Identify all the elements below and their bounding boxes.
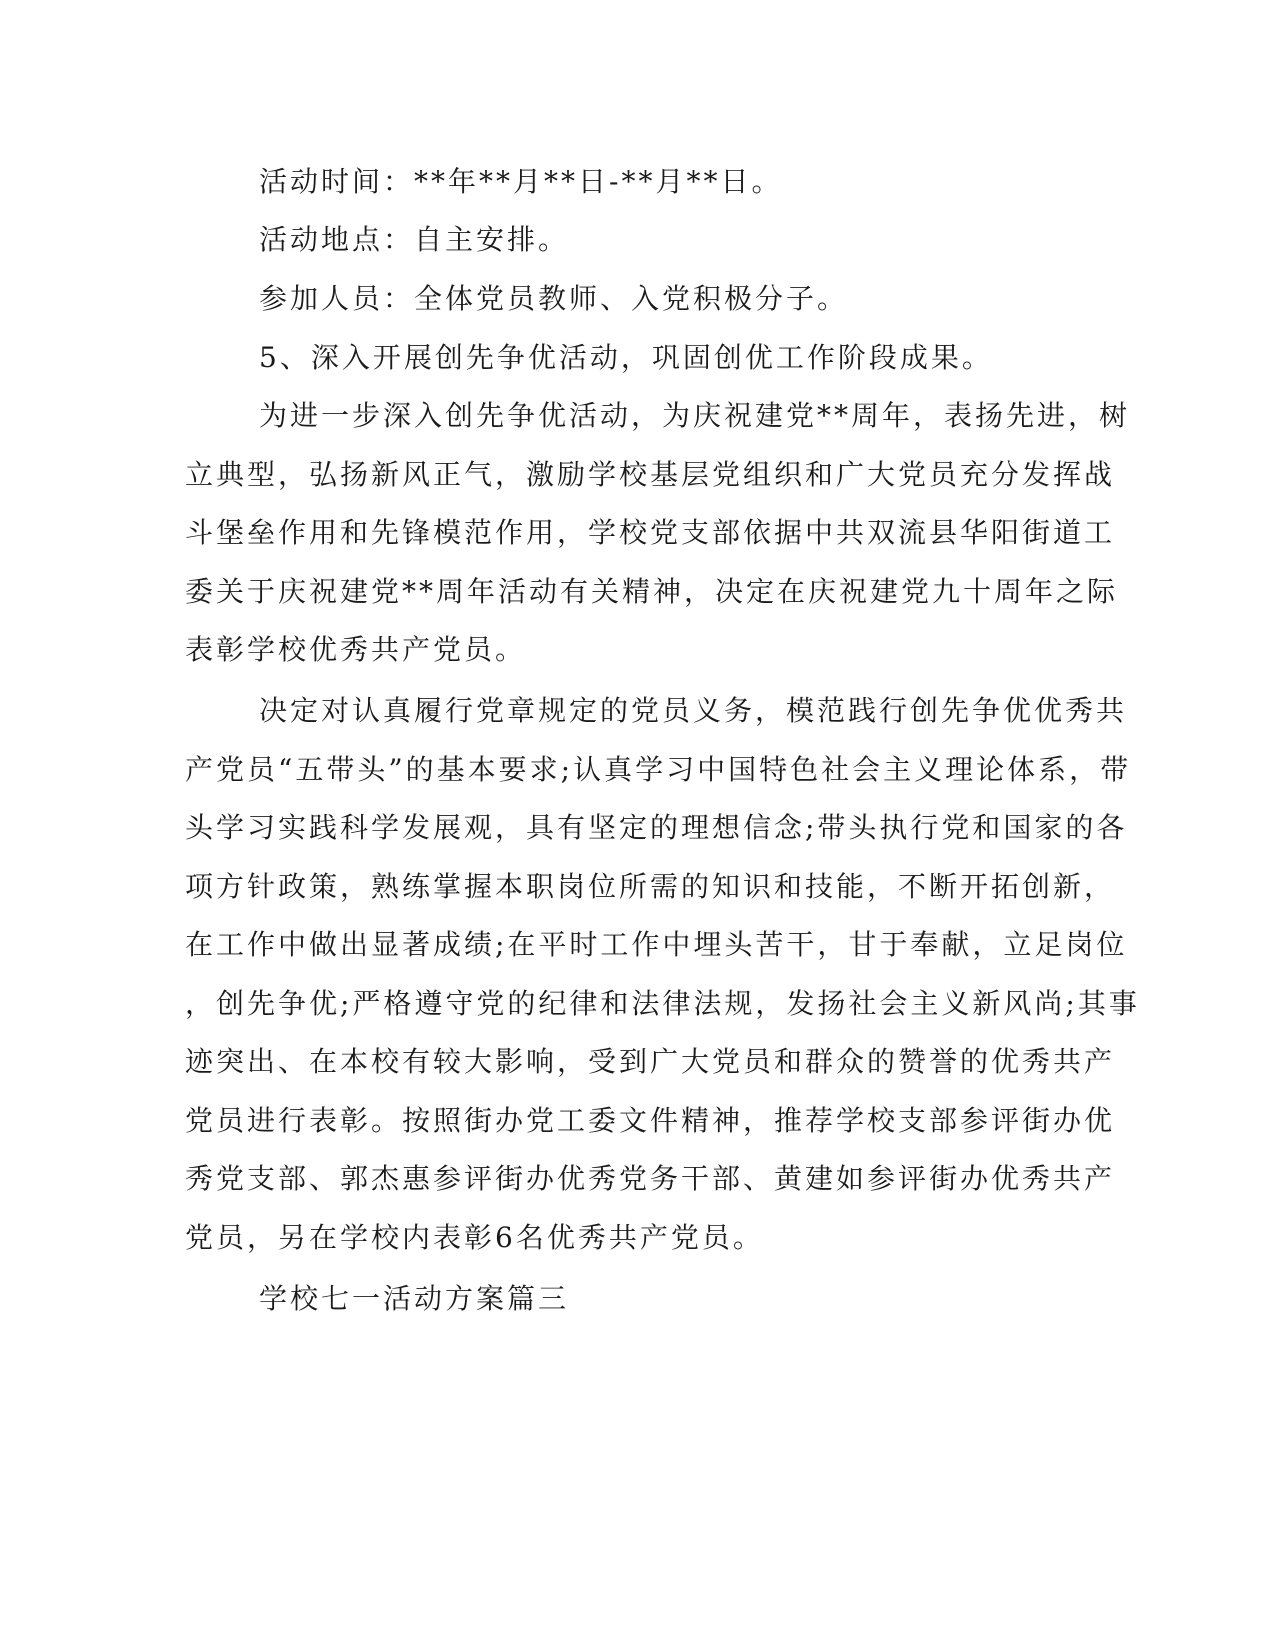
paragraph-line: 决定对认真履行党章规定的党员义务，模范践行创先争优优秀共 [259,694,1128,727]
paragraph-line: 产党员“五带头”的基本要求;认真学习中国特色社会主义理论体系，带 [185,753,1132,786]
paragraph-line: 在工作中做出显著成绩;在平时工作中埋头苦干，甘于奉献，立足岗位 [185,928,1128,961]
paragraph-line: 项方针政策，熟练掌握本职岗位所需的知识和技能，不断开拓创新， [185,870,1116,903]
paragraph-line: 立典型，弘扬新风正气，激励学校基层党组织和广大党员充分发挥战 [185,458,1116,491]
paragraph-line: 党员进行表彰。按照街办党工委文件精神，推荐学校支部参评街办优 [185,1104,1116,1137]
paragraph-line: 党员，另在学校内表彰6名优秀共产党员。 [185,1221,764,1254]
paragraph-line: 斗堡垒作用和先锋模范作用，学校党支部依据中共双流县华阳街道工 [185,516,1116,549]
section-heading: 学校七一活动方案篇三 [259,1282,570,1315]
paragraph-line: 头学习实践科学发展观，具有坚定的理想信念;带头执行党和国家的各 [185,811,1128,844]
paragraph-line: ，创先争优;严格遵守党的纪律和法律法规，发扬社会主义新风尚;其事 [185,987,1140,1020]
paragraph-line: 表彰学校优秀共产党员。 [185,633,527,666]
paragraph-line: 秀党支部、郭杰惠参评街办优秀党务干部、黄建如参评街办优秀共产 [185,1162,1116,1195]
paragraph-line: 委关于庆祝建党**周年活动有关精神，决定在庆祝建党九十周年之际 [185,575,1119,608]
participants-line: 参加人员：全体党员教师、入党积极分子。 [259,282,849,315]
section-5-heading: 5、深入开展创先争优活动，巩固创优工作阶段成果。 [259,341,993,374]
paragraph-line: 为进一步深入创先争优活动，为庆祝建党**周年，表扬先进，树 [259,399,1131,432]
activity-time-line: 活动时间：**年**月**日-**月**日。 [259,165,783,198]
activity-location-line: 活动地点：自主安排。 [259,223,570,256]
paragraph-line: 迹突出、在本校有较大影响，受到广大党员和群众的赞誉的优秀共产 [185,1045,1116,1078]
